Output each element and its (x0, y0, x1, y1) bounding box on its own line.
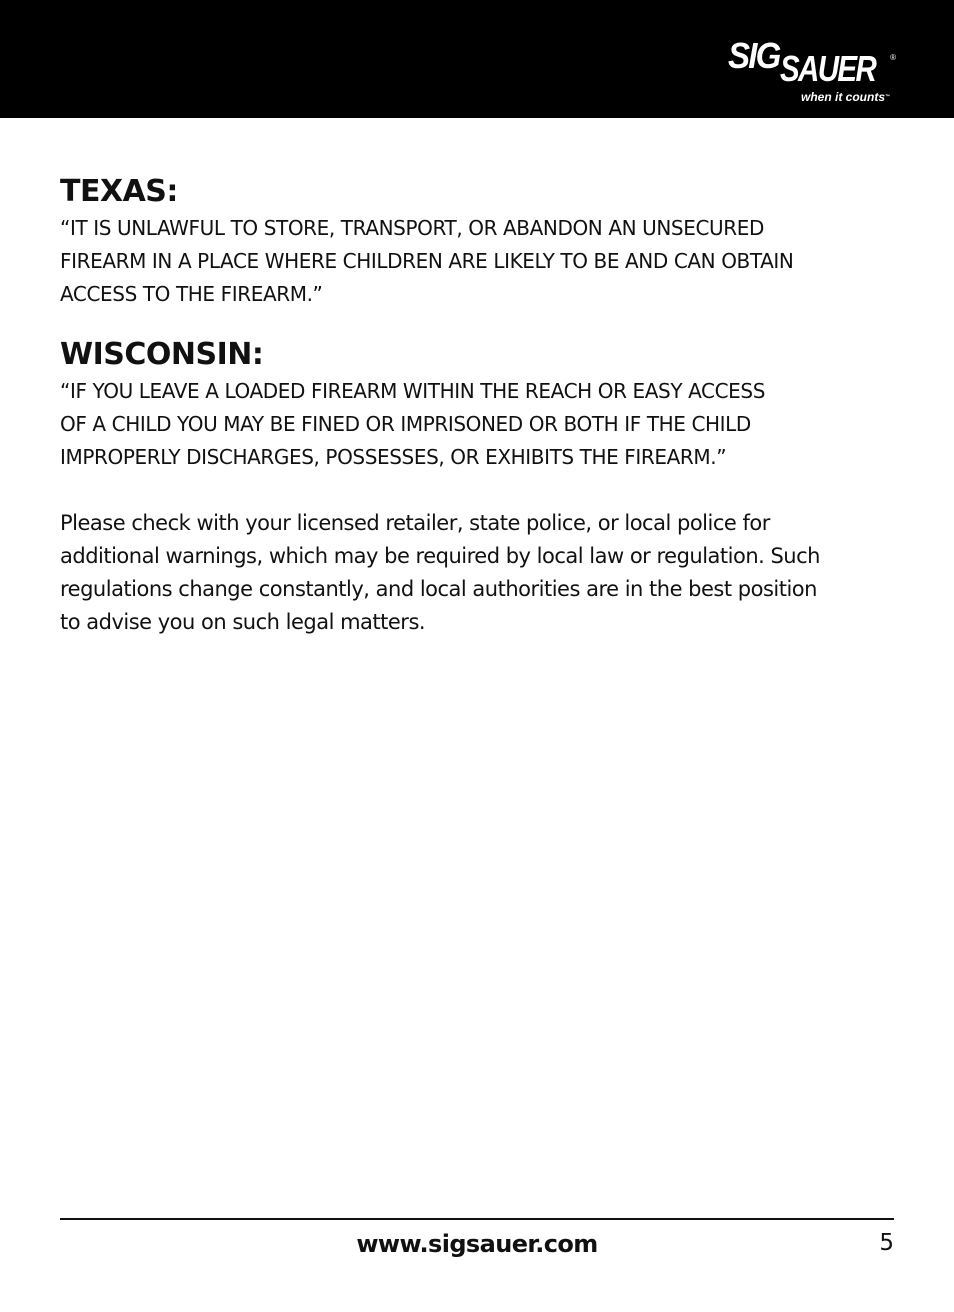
section-wisconsin (60, 335, 880, 474)
logo-tagline (801, 91, 890, 104)
texas-law-quote: “IT IS UNLAWFUL TO STORE, TRANSPORT, OR ABANDON AN UNSECURED FIREARM IN A PLACE WHERE CHILDREN ARE LIKELY TO BE AND CAN OBTAIN ACCESS TO THE FIREARM.” (60, 216, 794, 306)
section-texas (60, 172, 880, 311)
footer-divider (60, 1218, 894, 1220)
wisconsin-law-quote: “IF YOU LEAVE A LOADED FIREARM WITHIN THE REACH OR EASY ACCESS OF A CHILD YOU MAY BE FINED OR IMPRISONED OR BOTH IF THE CHILD IMPROPERLY DISCHARGES, POSSESSES, OR EXHIBITS THE FIREARM.” (60, 379, 765, 469)
logo-sig-text: SIG (728, 35, 780, 76)
registered-mark: ® (890, 53, 896, 62)
texas-heading: TEXAS: (60, 174, 178, 209)
wisconsin-heading: WISCONSIN: (60, 337, 264, 372)
sig-sauer-logo (728, 35, 896, 108)
tagline-text: when it counts (801, 90, 885, 104)
page-number: 5 (879, 1230, 894, 1256)
website-url: www.sigsauer.com (356, 1230, 598, 1258)
local-law-notice: Please check with your licensed retailer, state police, or local police for additional warnings, which may be required by local law or regulation. Such regulations change constantly, and local authorities are in the best position to advise you on such legal matters. (60, 511, 820, 634)
trademark-mark: ™ (885, 94, 890, 100)
header-bar (0, 0, 954, 118)
page-content (60, 172, 880, 639)
logo-sauer-text: SAUER (780, 48, 876, 89)
